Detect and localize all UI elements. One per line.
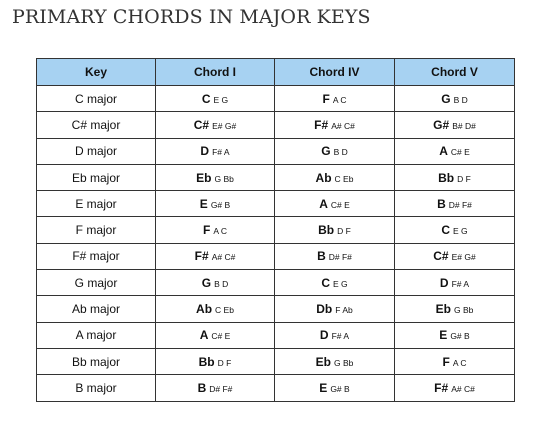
chord-notes: A C [332, 94, 347, 105]
table-row [37, 191, 515, 217]
chord-notes: G Bb [214, 173, 234, 184]
chord-root: C [201, 91, 211, 106]
chord-notes: C# E [330, 199, 350, 210]
chord-root: A [199, 328, 209, 343]
table-row [37, 296, 515, 322]
table-row [37, 86, 515, 112]
chord-notes: E# G# [212, 120, 237, 131]
chord-root: C [441, 223, 450, 238]
chord-root: C# [433, 249, 449, 264]
chord-iv-cell [275, 164, 395, 190]
chord-iv-cell [275, 375, 395, 401]
chord-notes: E# G# [451, 252, 476, 263]
chord-notes: B D [453, 94, 468, 105]
table-row [37, 270, 515, 296]
chord-v-cell [395, 112, 515, 138]
chord-root: B [197, 380, 207, 395]
chord-v-cell [395, 322, 515, 348]
chord-v-cell [395, 296, 515, 322]
chord-root: Bb [438, 170, 455, 185]
chord-i-cell [156, 86, 275, 112]
chord-notes: B D [333, 147, 348, 158]
table-row [37, 112, 515, 138]
chord-notes: C Eb [215, 305, 234, 316]
key-cell: Eb major [37, 164, 156, 190]
chord-notes: B# D# [452, 120, 476, 131]
table-row [37, 164, 515, 190]
chord-notes: D F [217, 357, 232, 368]
chord-v-cell [395, 86, 515, 112]
chord-root: E [439, 328, 448, 343]
chord-root: Eb [196, 170, 212, 185]
chord-i-cell [156, 217, 275, 243]
chord-notes: E G [453, 226, 468, 237]
chord-i-cell [156, 375, 275, 401]
chord-root: G [441, 91, 451, 106]
chord-notes: A# C# [211, 252, 236, 263]
chord-root: B [317, 249, 326, 264]
chord-iv-cell [275, 217, 395, 243]
chord-v-cell [395, 243, 515, 269]
header-chord-i: Chord I [156, 59, 275, 86]
chord-i-cell [156, 138, 275, 164]
chord-i-cell [156, 191, 275, 217]
chord-notes: D F [337, 226, 351, 237]
chord-root: F# [194, 249, 209, 264]
chord-root: Bb [318, 223, 335, 238]
key-cell: C# major [37, 112, 156, 138]
chord-notes: G# B [210, 199, 231, 210]
chord-root: Ab [315, 170, 332, 185]
header-chord-iv: Chord IV [275, 59, 395, 86]
chord-notes: A C [213, 226, 228, 237]
chord-root: Eb [435, 302, 451, 317]
chord-root: D [439, 275, 449, 290]
chord-notes: C Eb [334, 173, 354, 184]
chord-notes: E G [333, 278, 348, 289]
chord-notes: G# B [450, 331, 470, 342]
chord-notes: F# A [212, 147, 230, 158]
header-key: Key [37, 59, 156, 86]
chord-i-cell [156, 270, 275, 296]
chord-notes: A# C# [451, 383, 475, 394]
chord-v-cell [395, 138, 515, 164]
chord-v-cell [395, 164, 515, 190]
chord-root: B [437, 196, 446, 211]
chord-iv-cell [275, 322, 395, 348]
table-body [37, 86, 515, 402]
chord-notes: F# A [451, 278, 470, 289]
chord-i-cell [156, 322, 275, 348]
chord-iv-cell [275, 86, 395, 112]
chord-v-cell [395, 270, 515, 296]
chord-notes: F# A [331, 331, 350, 342]
table-row [37, 375, 515, 401]
chord-root: F# [434, 380, 449, 395]
chord-iv-cell [275, 112, 395, 138]
chord-notes: F Ab [335, 305, 353, 316]
table-row [37, 138, 515, 164]
key-cell: Ab major [37, 296, 156, 322]
chord-notes: E G [213, 94, 229, 105]
chord-root: F# [314, 117, 329, 132]
table-row [37, 348, 515, 374]
chord-iv-cell [275, 243, 395, 269]
header-chord-v: Chord V [395, 59, 515, 86]
chord-notes: C# E [450, 147, 470, 158]
chord-notes: A# C# [331, 120, 355, 131]
chord-root: Db [316, 302, 333, 317]
key-cell: E major [37, 191, 156, 217]
chord-notes: G Bb [453, 305, 474, 316]
table-row [37, 217, 515, 243]
chord-i-cell [156, 348, 275, 374]
chord-root: Bb [198, 354, 215, 369]
table-row [37, 243, 515, 269]
chord-i-cell [156, 164, 275, 190]
chord-root: G# [433, 117, 450, 132]
chord-notes: G# B [330, 383, 350, 394]
chord-root: Eb [315, 354, 331, 369]
key-cell: G major [37, 270, 156, 296]
header-row [37, 59, 515, 86]
chord-root: F [322, 91, 330, 106]
chord-root: E [319, 380, 328, 395]
key-cell: F major [37, 217, 156, 243]
chord-v-cell [395, 348, 515, 374]
key-cell: A major [37, 322, 156, 348]
chord-notes: D F [457, 173, 471, 184]
chord-root: A [319, 196, 328, 211]
chord-i-cell [156, 112, 275, 138]
chord-notes: D# F# [209, 383, 233, 394]
chord-root: C# [193, 117, 210, 132]
key-cell: F# major [37, 243, 156, 269]
chord-iv-cell [275, 348, 395, 374]
chord-root: F [442, 354, 450, 369]
table-row [37, 322, 515, 348]
chord-notes: D# F# [448, 199, 472, 210]
chord-root: G [321, 144, 331, 159]
table-header [37, 59, 515, 86]
chord-root: F [202, 223, 211, 238]
chord-iv-cell [275, 191, 395, 217]
chord-notes: D# F# [328, 252, 352, 263]
chord-i-cell [156, 243, 275, 269]
key-cell: Bb major [37, 348, 156, 374]
chord-notes: C# E [211, 331, 231, 342]
page-title: PRIMARY CHORDS IN MAJOR KEYS [12, 6, 371, 28]
key-cell: D major [37, 138, 156, 164]
chords-table [36, 58, 515, 402]
chord-root: A [439, 144, 448, 159]
chord-v-cell [395, 191, 515, 217]
chord-root: E [199, 196, 208, 211]
chord-root: C [321, 275, 330, 290]
chord-root: D [319, 328, 329, 343]
chord-iv-cell [275, 138, 395, 164]
chord-iv-cell [275, 270, 395, 296]
chord-notes: A C [452, 357, 467, 368]
chord-root: G [201, 275, 212, 290]
chord-root: Ab [196, 302, 213, 317]
chord-iv-cell [275, 296, 395, 322]
chord-i-cell [156, 296, 275, 322]
chord-root: D [200, 144, 210, 159]
key-cell: B major [37, 375, 156, 401]
chord-v-cell [395, 217, 515, 243]
chord-notes: G Bb [333, 357, 354, 368]
chord-notes: B D [214, 278, 229, 289]
chord-v-cell [395, 375, 515, 401]
key-cell: C major [37, 86, 156, 112]
